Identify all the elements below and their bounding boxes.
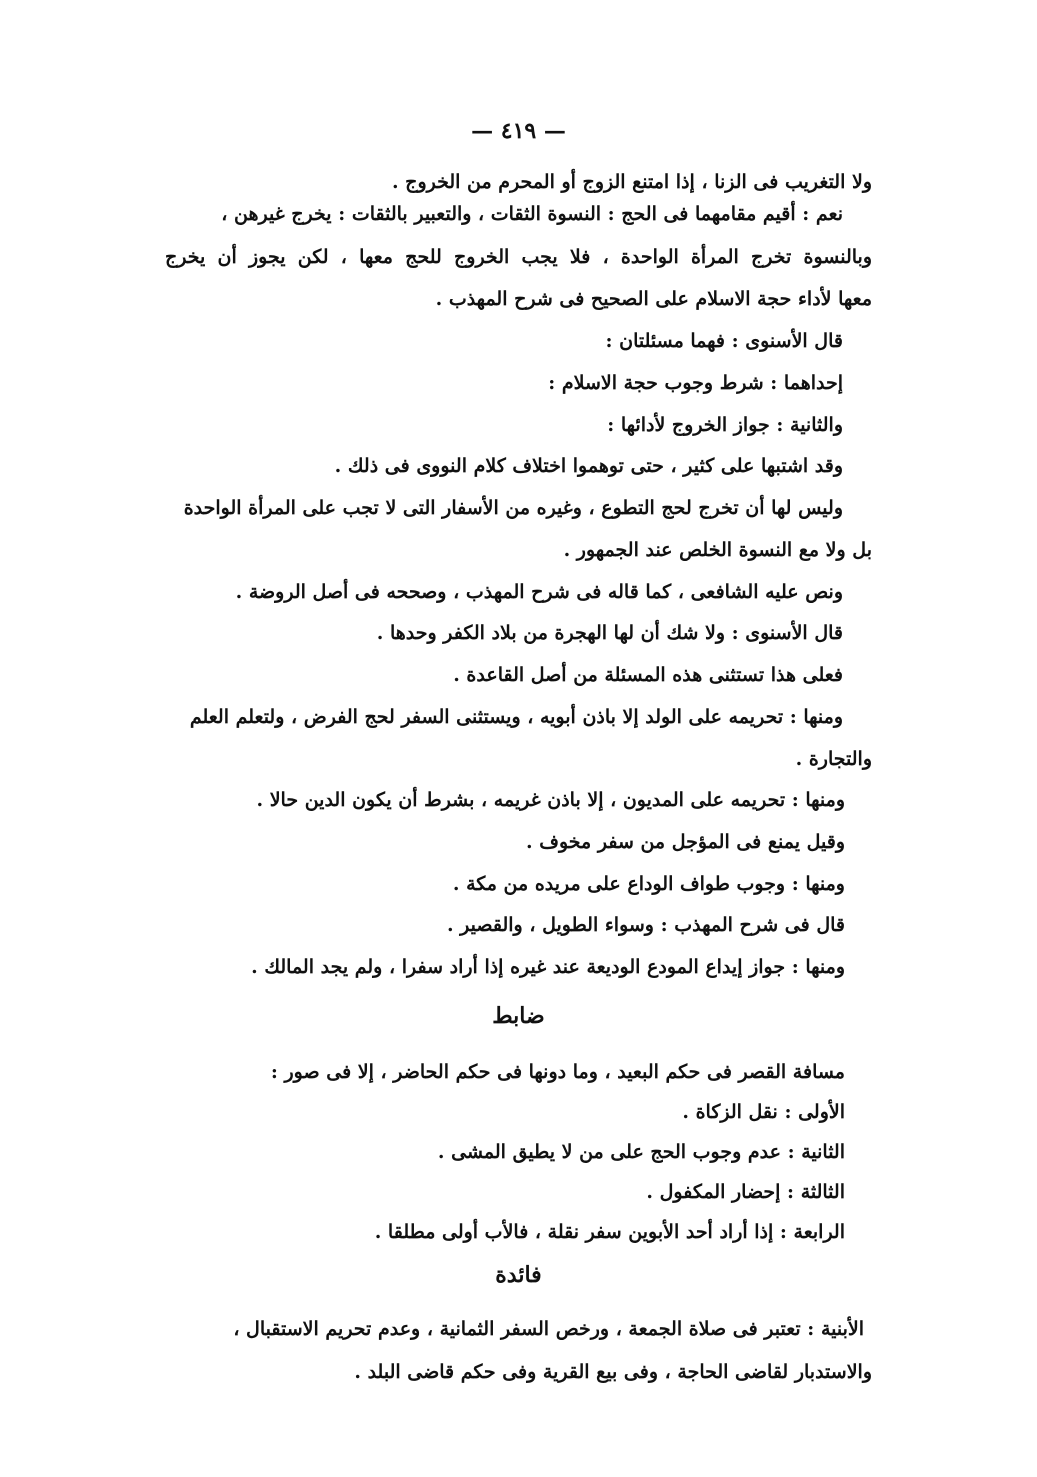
text-line: وقيل يمنع فى المؤجل من سفر مخوف . [526,831,845,853]
text-line: ومنها : وجوب طواف الوداع على مريده من مكة . [452,873,845,895]
section-heading-dabit: ضابط [492,1003,545,1029]
page-number: — ٤١٩ — [471,118,566,144]
text-line: بل ولا مع النسوة الخلص عند الجمهور . [563,539,872,561]
text-line: مسافة القصر فى حكم البعيد ، وما دونها فى حكم الحاضر ، إلا فى صور : [270,1061,845,1083]
text-line: وبالنسوة تخرج المرأة الواحدة ، فلا يجب الخروج للحج معها ، لكن يجوز أن يخرج [165,246,872,268]
text-line: الثالثة : إحضار المكفول . [646,1181,845,1203]
section-heading-faida: فائدة [495,1262,542,1288]
text-line: قال الأسنوى : فهما مسئلتان : [605,330,843,352]
text-line: الثانية : عدم وجوب الحج على من لا يطيق المشى . [437,1141,845,1163]
text-line: ونص عليه الشافعى ، كما قاله فى شرح المهذب ، وصححه فى أصل الروضة . [235,581,843,603]
text-line: معها لأداء حجة الاسلام على الصحيح فى شرح المهذب . [435,288,872,310]
text-line: إحداهما : شرط وجوب حجة الاسلام : [548,372,843,394]
text-line: قال فى شرح المهذب : وسواء الطويل ، والقصير . [446,914,845,936]
text-line: ومنها : جواز إيداع المودع الوديعة عند غيره إذا أراد سفرا ، ولم يجد المالك . [251,956,845,978]
text-line: ومنها : تحريمه على المديون ، إلا باذن غريمه ، بشرط أن يكون الدين حالا . [256,789,845,811]
text-line: الرابعة : إذا أراد أحد الأبوين سفر نقلة ، فالأب أولى مطلقا . [374,1221,845,1243]
text-line: وليس لها أن تخرج لحج التطوع ، وغيره من الأسفار التى لا تجب على المرأة الواحدة [183,497,843,519]
text-line: ومنها : تحريمه على الولد إلا باذن أبويه ، ويستثنى السفر لحج الفرض ، ولتعلم العلم [189,706,843,728]
text-line: قال الأسنوى : ولا شك أن لها الهجرة من بلاد الكفر وحدها . [376,622,843,644]
text-line: ولا التغريب فى الزنا ، إذا امتنع الزوج أو المحرم من الخروج . [391,171,872,193]
text-line: الأولى : نقل الزكاة . [682,1101,845,1123]
text-line: والاستدبار لقاضى الحاجة ، وفى بيع القرية وفى حكم قاضى البلد . [354,1361,872,1383]
text-line: والثانية : جواز الخروج لأدائها : [607,414,843,436]
text-line: الأبنية : تعتبر فى صلاة الجمعة ، ورخص السفر الثمانية ، وعدم تحريم الاستقبال ، [233,1318,864,1340]
text-line: وقد اشتبها على كثير ، حتى توهموا اختلاف كلام النووى فى ذلك . [334,455,843,477]
text-line: فعلى هذا تستثنى هذه المسئلة من أصل القاعدة . [453,664,843,686]
text-line: نعم : أقيم مقامهما فى الحج : النسوة الثقات ، والتعبير بالثقات : يخرج غيرهن ، [221,203,843,225]
text-line: والتجارة . [795,748,872,770]
